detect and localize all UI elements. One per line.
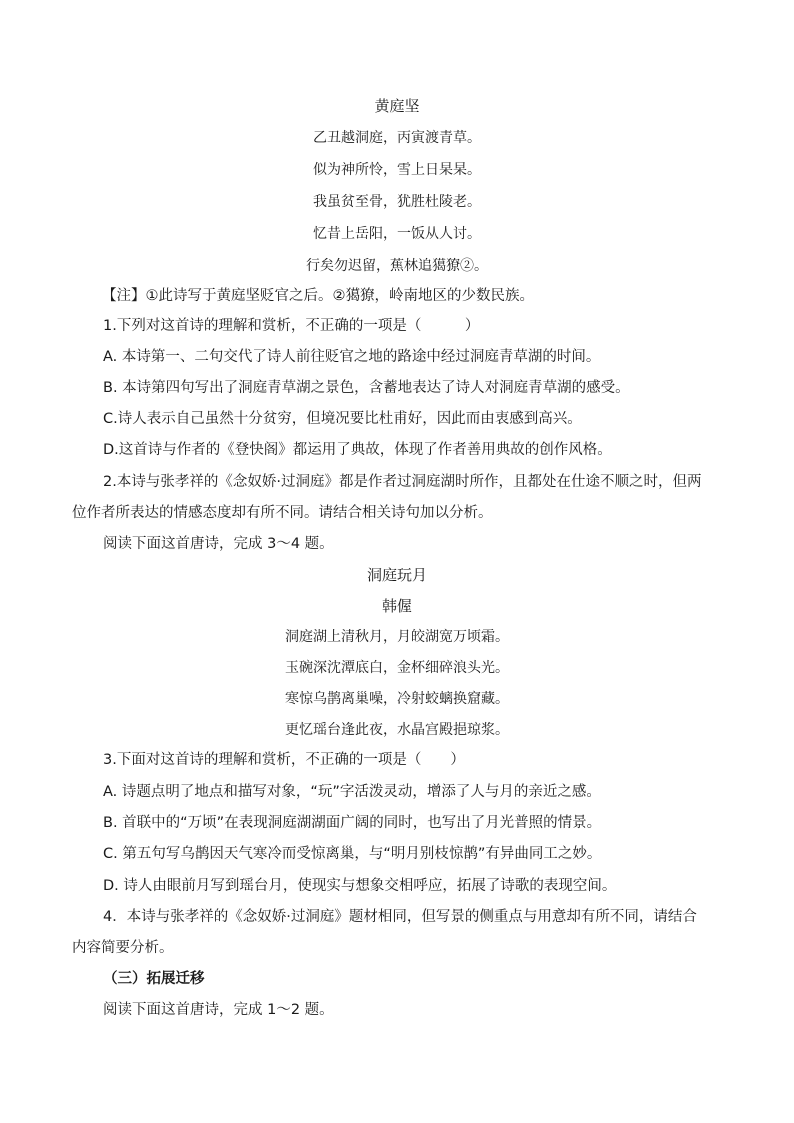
poem1-line-2: 似为神所怜，雪上日杲杲。: [313, 162, 481, 178]
q3-option-a: A. 诗题点明了地点和描写对象，“玩”字活泼灵动，增添了人与月的亲近之感。: [103, 784, 601, 800]
q1-option-a: A. 本诗第一、二句交代了诗人前往贬官之地的路途中经过洞庭青草湖的时间。: [103, 349, 601, 365]
intro-3-4: 阅读下面这首唐诗，完成 3～4 题。: [103, 536, 334, 552]
q1-option-c: C.诗人表示自己虽然十分贫穷，但境况要比杜甫好，因此而由衷感到高兴。: [103, 411, 582, 427]
poem2-author: 韩偓: [381, 597, 412, 615]
q4-line-2: 内容简要分析。: [72, 940, 174, 956]
q3-stem: 3.下面对这首诗的理解和赏析，不正确的一项是（ ）: [103, 752, 465, 768]
q1-option-b: B. 本诗第四句写出了洞庭青草湖之景色，含蓄地表达了诗人对洞庭青草湖的感受。: [103, 380, 630, 396]
poem2-title: 洞庭玩月: [366, 566, 427, 584]
poem1-line-4: 忆昔上岳阳，一饭从人讨。: [313, 226, 481, 242]
poem1-author: 黄庭坚: [374, 97, 420, 115]
poem2-line-2: 玉碗深沈潭底白，金杯细碎浪头光。: [285, 660, 509, 676]
q2-line-1: 2.本诗与张孝祥的《念奴娇·过洞庭》都是作者过洞庭湖时所作，且都处在仕途不顺之时，但两: [103, 474, 702, 490]
poem1-line-1: 乙丑越洞庭，丙寅渡青草。: [313, 130, 481, 146]
q2-line-2: 位作者所表达的情感态度却有所不同。请结合相关诗句加以分析。: [72, 505, 493, 521]
intro-1-2: 阅读下面这首唐诗，完成 1～2 题。: [103, 1002, 334, 1018]
q3-option-d: D. 诗人由眼前月写到瑶台月，使现实与想象交相呼应，拓展了诗歌的表现空间。: [103, 878, 617, 894]
q3-option-c: C. 第五句写乌鹊因天气寒冷而受惊离巢，与“明月别枝惊鹊”有异曲同工之妙。: [103, 846, 602, 862]
section-heading: （三）拓展迁移: [103, 971, 205, 987]
poem1-line-5: 行矣勿迟留，蕉林追獦獠②。: [306, 258, 488, 274]
poem2-line-4: 更忆瑶台逢此夜，水晶宫殿挹琼浆。: [285, 722, 509, 738]
poem2-line-1: 洞庭湖上清秋月，月皎湖宽万顷霜。: [285, 629, 509, 645]
poem2-line-3: 寒惊乌鹊离巢噪，冷射蛟螭换窟藏。: [285, 691, 509, 707]
q4-line-1: 4．本诗与张孝祥的《念奴娇·过洞庭》题材相同，但写景的侧重点与用意却有所不同，请结合: [103, 909, 697, 925]
q1-option-d: D.这首诗与作者的《登快阁》都运用了典故，体现了作者善用典故的创作风格。: [103, 442, 612, 458]
poem1-line-3: 我虽贫至骨，犹胜杜陵老。: [313, 194, 481, 210]
q3-option-b: B. 首联中的“万顷”在表现洞庭湖湖面广阔的同时，也写出了月光普照的情景。: [103, 815, 602, 831]
poem1-note: 【注】①此诗写于黄庭坚贬官之后。②獦獠，岭南地区的少数民族。: [102, 288, 534, 304]
q1-stem: 1.下列对这首诗的理解和赏析，不正确的一项是（ ）: [103, 318, 480, 334]
